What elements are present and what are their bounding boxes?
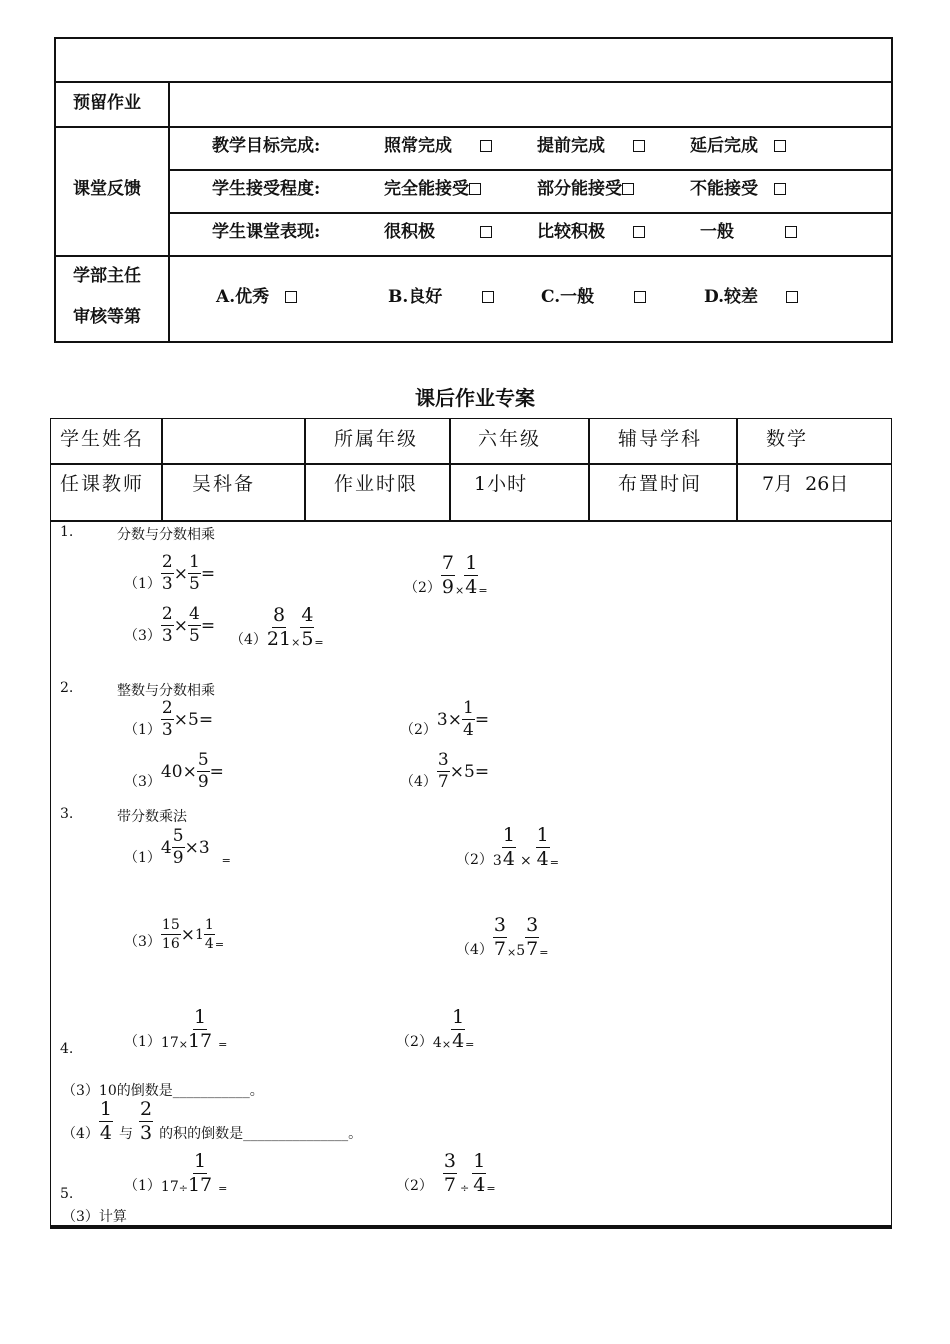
student-name-label: 学生姓名 [60, 428, 145, 450]
grade-label: 所属年级 [334, 428, 419, 450]
problem-mark: （1） [124, 850, 161, 866]
feedback-row-perform-label: 学生课堂表现: [212, 222, 321, 242]
checkbox[interactable] [633, 140, 645, 152]
problem-2-1: （1） $\frac{2}{3}$ × 5 = [124, 698, 214, 740]
feedback-option[interactable]: 照常完成 [384, 131, 492, 156]
problem-mark: （4） [400, 774, 437, 790]
checkbox[interactable] [774, 140, 786, 152]
section-5-number: 5. [60, 1186, 74, 1202]
info-col-rule [736, 418, 738, 521]
class-feedback-label: 课堂反馈 [73, 179, 141, 199]
fraction: $\frac{2}{3}$ [161, 698, 173, 740]
assign-time-label: 布置时间 [618, 473, 703, 495]
checkbox[interactable] [774, 183, 786, 195]
problem-3-4: （4） $\frac{3}{7}$ × 5 $\frac{3}{7}$ = [456, 914, 549, 960]
problem-mark: （1） [124, 722, 161, 738]
fraction: $\frac{2}{3}$ [161, 552, 173, 594]
section-4-number: 4. [60, 1041, 74, 1057]
problem-3-1: （1） 4 $\frac{5}{9}$ × 3 = [124, 826, 231, 868]
top-table-rule [54, 255, 893, 257]
problem-mark: （2） [456, 852, 493, 868]
checkbox[interactable] [285, 291, 297, 303]
top-table-rule [169, 169, 893, 171]
top-table-rule [54, 81, 893, 83]
section-3-number: 3. [60, 806, 74, 822]
problem-2-2: （2） 3 × $\frac{1}{4}$ = [400, 698, 490, 740]
checkbox[interactable] [480, 226, 492, 238]
problem-mark: （3） [124, 934, 161, 950]
review-option[interactable]: B.良好 [388, 282, 494, 307]
fraction: $\frac{3}{7}$ [493, 914, 507, 960]
fraction: $\frac{4}{5}$ [189, 604, 200, 646]
review-label-2: 审核等第 [73, 307, 141, 327]
checkbox[interactable] [622, 183, 634, 195]
fraction: $\frac{1}{4}$ [452, 1006, 465, 1052]
checkbox[interactable] [634, 291, 646, 303]
feedback-row-accept-label: 学生接受程度: [212, 179, 321, 199]
teacher-value: 吴科备 [192, 473, 256, 495]
fraction: $\frac{5}{9}$ [172, 826, 184, 868]
problem-4-2: （2） 4 × $\frac{1}{4}$ = [396, 1006, 475, 1052]
info-table-rule [50, 463, 892, 465]
section-3-title: 带分数乘法 [117, 809, 187, 825]
info-col-rule [449, 418, 451, 521]
fraction: $\frac{1}{4}$ [502, 824, 515, 870]
problem-2-3: （3） 40 × $\frac{5}{9}$ = [124, 750, 224, 792]
fraction: $\frac{3}{7}$ [437, 750, 449, 792]
problem-5-2: （2） $\frac{3}{7}$ ÷ $\frac{1}{4}$ = [396, 1150, 496, 1196]
problem-4-4: （4） $\frac{1}{4}$ 与 $\frac{2}{3}$ 的积的倒数是_______________。 [62, 1098, 363, 1144]
problem-4-1: （1） 17 × $\frac{1}{17}$ = [124, 1006, 228, 1052]
grade-value: 六年级 [478, 428, 542, 450]
problem-mark: （1） [124, 1034, 161, 1050]
fraction: $\frac{1}{4}$ [99, 1098, 113, 1144]
feedback-option[interactable]: 提前完成 [537, 131, 645, 156]
fraction: $\frac{1}{4}$ [204, 917, 214, 952]
fraction: $\frac{8}{21}$ [266, 604, 292, 650]
problem-4-3: （3）10的倒数是___________。 [62, 1083, 264, 1099]
feedback-option[interactable]: 很积极 [384, 217, 492, 242]
problem-1-4: （4） $\frac{8}{21}$ × $\frac{4}{5}$ = [230, 604, 324, 650]
feedback-option[interactable]: 部分能接受 [537, 174, 634, 199]
problem-5-1: （1） 17 ÷ $\frac{1}{17}$ = [124, 1150, 228, 1196]
info-table-rule [50, 520, 892, 522]
problem-2-4: （4） $\frac{3}{7}$ × 5 = [400, 750, 490, 792]
problem-mark: （2） [396, 1178, 433, 1194]
problem-mark: （4） [456, 942, 493, 958]
review-label-1: 学部主任 [73, 266, 141, 286]
fraction: $\frac{3}{7}$ [443, 1150, 457, 1196]
checkbox[interactable] [786, 291, 798, 303]
fraction: $\frac{1}{4}$ [465, 552, 478, 598]
fraction: $\frac{2}{3}$ [140, 1098, 153, 1144]
review-option[interactable]: D.较差 [704, 282, 798, 307]
problem-mark: （2） [404, 580, 441, 596]
problem-3-3: （3） $\frac{15}{16}$ × 1 $\frac{1}{4}$ = [124, 917, 225, 952]
section-1-number: 1. [60, 524, 74, 540]
problem-mark: （3） [124, 774, 161, 790]
fraction: $\frac{1}{4}$ [536, 824, 549, 870]
problem-mark: （1） [124, 1178, 161, 1194]
fraction: $\frac{3}{7}$ [526, 914, 539, 960]
review-option[interactable]: C.一般 [541, 282, 646, 307]
feedback-option[interactable]: 延后完成 [690, 131, 786, 156]
problem-mark: （2） [400, 722, 437, 738]
info-col-rule [304, 418, 306, 521]
checkbox[interactable] [469, 183, 481, 195]
section-2-number: 2. [60, 680, 74, 696]
problem-5-3: （3）计算 [62, 1209, 127, 1225]
section-2-title: 整数与分数相乘 [117, 683, 215, 699]
fraction: $\frac{1}{17}$ [187, 1150, 213, 1196]
problem-mark: （2） [396, 1034, 433, 1050]
problem-3-2: （2） 3 $\frac{1}{4}$ × $\frac{1}{4}$ = [456, 824, 559, 870]
fraction: $\frac{7}{9}$ [441, 552, 455, 598]
fraction: $\frac{1}{17}$ [187, 1006, 213, 1052]
fraction: $\frac{1}{4}$ [463, 698, 474, 740]
assign-time-value: 7月 26日 [762, 473, 849, 495]
top-table-rule [169, 212, 893, 214]
problem-mark: （1） [124, 576, 161, 592]
top-table-rule [54, 126, 893, 128]
subject-value: 数学 [766, 428, 809, 450]
fraction: $\frac{15}{16}$ [161, 917, 180, 952]
fraction: $\frac{1}{5}$ [189, 552, 200, 594]
feedback-row-goal-label: 教学目标完成: [212, 136, 321, 156]
problem-1-2: （2） $\frac{7}{9}$ × $\frac{1}{4}$ = [404, 552, 488, 598]
info-col-rule [161, 418, 163, 521]
problem-1-1: （1） $\frac{2}{3}$ × $\frac{1}{5}$ = [124, 552, 216, 594]
fraction: $\frac{5}{9}$ [197, 750, 209, 792]
checkbox[interactable] [480, 140, 492, 152]
feedback-option[interactable]: 比较积极 [537, 217, 645, 242]
problem-1-3: （3） $\frac{2}{3}$ × $\frac{4}{5}$ = [124, 604, 216, 646]
fraction: $\frac{1}{4}$ [473, 1150, 486, 1196]
checkbox[interactable] [482, 291, 494, 303]
prep-homework-label: 预留作业 [73, 93, 141, 113]
fraction: $\frac{2}{3}$ [161, 604, 173, 646]
checkbox[interactable] [785, 226, 797, 238]
review-option[interactable]: A.优秀 [216, 282, 297, 307]
checkbox[interactable] [633, 226, 645, 238]
top-table-col-rule [168, 81, 170, 343]
time-limit-value: 1小时 [474, 473, 528, 495]
fraction: $\frac{4}{5}$ [301, 604, 314, 650]
section-1-title: 分数与分数相乘 [117, 527, 215, 543]
problem-mark: （3） [124, 628, 161, 644]
feedback-option[interactable]: 一般 [700, 217, 797, 242]
time-limit-label: 作业时限 [334, 473, 419, 495]
feedback-option[interactable]: 不能接受 [690, 174, 786, 199]
info-col-rule [588, 418, 590, 521]
subject-label: 辅导学科 [618, 428, 703, 450]
feedback-option[interactable]: 完全能接受 [384, 174, 481, 199]
page-title: 课后作业专案 [415, 386, 535, 410]
problem-mark: （4） [230, 632, 267, 648]
teacher-label: 任课教师 [60, 473, 145, 495]
